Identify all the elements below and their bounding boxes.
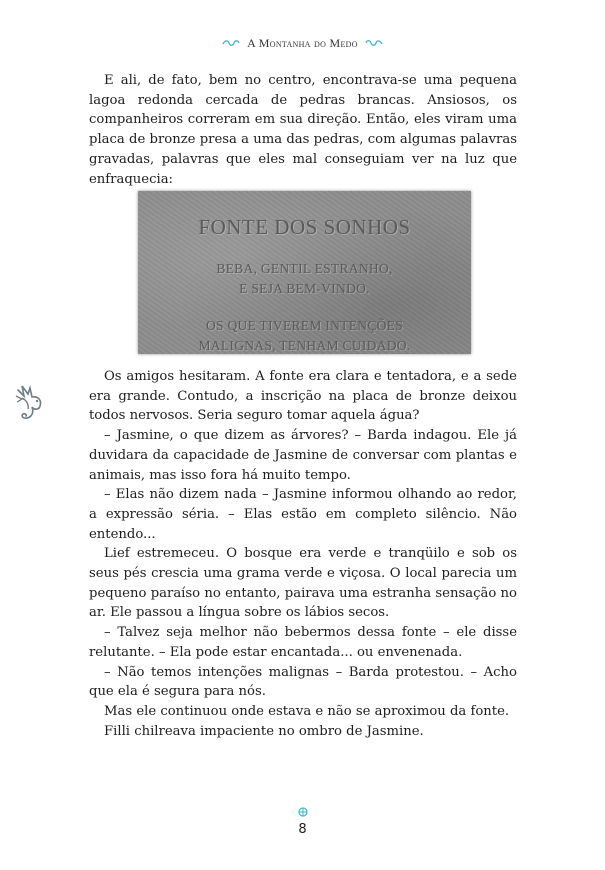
paragraph: Lief estremeceu. O bosque era verde e tranqüilo e sob os seus pés crescia uma grama verde e viçosa. O local parecia um pequeno paraíso no entanto, pairava uma estranha sensação no ar. Ele passou a língua sobre os lábios secos. — [89, 546, 517, 621]
plaque-line: MALIGNAS, TENHAM CUIDADO. — [198, 338, 411, 353]
plaque-line: OS QUE TIVEREM INTENÇÕES — [205, 318, 404, 333]
paragraph: – Não temos intenções malignas – Barda protestou. – Acho que ela é segura para nós. — [89, 664, 517, 700]
plaque-title: FONTE DOS SONHOS — [198, 215, 411, 239]
paragraph: – Jasmine, o que dizem as árvores? – Barda indagou. Ele já duvidara da capacidade de Jasmine de conversar com plantas e animais, mas isso fora há muito tempo. — [89, 428, 517, 483]
book-title: A Montanha do Medo — [247, 36, 358, 50]
swirl-ornament-icon — [222, 36, 240, 51]
plaque-line: BEBA, GENTIL ESTRANHO, — [216, 261, 393, 276]
paragraph: Filli chilreava impaciente no ombro de Jasmine. — [104, 723, 424, 739]
dragon-icon — [12, 382, 48, 422]
running-header — [0, 36, 605, 51]
plaque-line: E SEJA BEM-VINDO. — [239, 281, 370, 296]
swirl-ornament-icon — [365, 36, 383, 51]
bronze-plaque — [138, 191, 471, 354]
paragraph: – Elas não dizem nada – Jasmine informou olhando ao redor, a expressão séria. – Elas estão em completo silêncio. Não entendo... — [89, 487, 517, 542]
paragraph: – Talvez seja melhor não bebermos dessa fonte – ele disse relutante. – Ela pode estar encantada... ou envenenada. — [89, 625, 517, 660]
body-text-bottom — [89, 367, 517, 741]
paragraph: E ali, de fato, bem no centro, encontrava-se uma pequena lagoa redonda cercada de pedras brancas. Ansiosos, os companheiros correram em sua direção. Então, eles viram uma placa de bronze presa a uma das pedras, com algumas palavras gravadas, palavras que eles mal conseguiam ver na luz que enfraquecia: — [89, 73, 517, 187]
page-number: 8 — [298, 822, 307, 837]
body-text-top — [89, 71, 517, 189]
knot-ornament-icon — [0, 806, 605, 821]
paragraph: Os amigos hesitaram. A fonte era clara e tentadora, e a sede era grande. Contudo, a inscrição na placa de bronze deixou todos nervosos. Seria seguro tomar aquela água? — [89, 369, 517, 424]
paragraph: Mas ele continuou onde estava e não se aproximou da fonte. — [104, 703, 510, 719]
